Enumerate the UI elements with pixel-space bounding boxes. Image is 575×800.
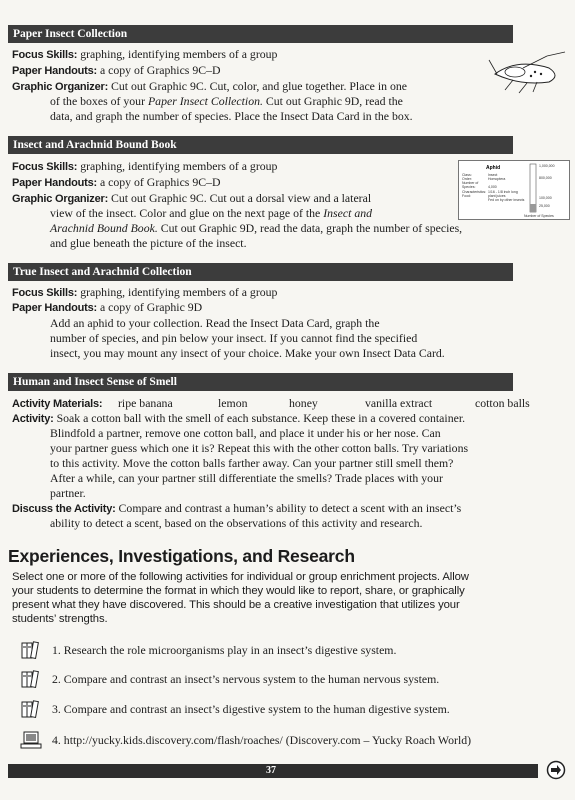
- svg-text:1,000,000: 1,000,000: [539, 164, 555, 168]
- section-title-bound-book: Insect and Arachnid Bound Book: [8, 136, 513, 154]
- svg-text:Class:: Class:: [462, 173, 472, 177]
- svg-text:Number of Species: Number of Species: [524, 214, 554, 218]
- research-item: [20, 728, 471, 752]
- organizer-line: view of the insect. Color and glue on the next page of the Insect and: [50, 206, 373, 220]
- svg-text:plant juices: plant juices: [488, 194, 506, 198]
- svg-text:Food:: Food:: [462, 194, 471, 198]
- focus-skills-line: Focus Skills: graphing, identifying members of a group: [12, 285, 278, 299]
- research-item: [20, 697, 450, 721]
- activity-line: to this activity. Move the cotton balls farther away. Can your partner still smell them?: [50, 456, 454, 470]
- activity-line: Activity: Soak a cotton ball with the smell of each substance. Keep these in a covered container.: [12, 411, 466, 425]
- activity-line: Blindfold a partner, remove one cotton ball, and place it under his or her nose. Can: [50, 426, 441, 440]
- insect-illustration: [487, 46, 569, 96]
- material-item: ripe banana: [118, 396, 173, 410]
- svg-text:Fed on by other insects: Fed on by other insects: [488, 198, 525, 202]
- handouts-line: Paper Handouts: a copy of Graphics 9C–D: [12, 175, 221, 189]
- organizer-line: of the boxes of your Paper Insect Collection. Cut out Graphic 9D, read the: [50, 94, 403, 108]
- svg-text:Number of: Number of: [462, 181, 479, 185]
- research-item: [20, 638, 396, 662]
- research-item-text: 1. Research the role microorganisms play in an insect’s digestive system.: [52, 642, 397, 657]
- focus-skills-line: Focus Skills: graphing, identifying members of a group: [12, 47, 278, 61]
- activity-line: partner.: [50, 486, 86, 500]
- page-number: 37: [266, 765, 276, 776]
- handouts-line: Paper Handouts: a copy of Graphic 9D: [12, 300, 203, 314]
- discuss-line: ability to detect a scent, based on the observations of this activity and research.: [50, 516, 423, 530]
- handouts-line: Paper Handouts: a copy of Graphics 9C–D: [12, 63, 221, 77]
- discuss-line: Discuss the Activity: Compare and contrast a human’s ability to detect a scent with an insect’s: [12, 501, 462, 515]
- body-line: insect, you may mount any insect of your choice. Make your own Insect Data Card.: [50, 346, 445, 360]
- intro-line: students’ strengths.: [12, 613, 108, 625]
- svg-text:800,000: 800,000: [539, 176, 552, 180]
- svg-text:4,000: 4,000: [488, 185, 497, 189]
- organizer-line: Graphic Organizer: Cut out Graphic 9C. Cut out a dorsal view and a lateral: [12, 191, 372, 205]
- research-item-text: 2. Compare and contrast an insect’s nervous system to the human nervous system.: [52, 671, 440, 686]
- svg-text:1/16 - 1/8 inch long: 1/16 - 1/8 inch long: [488, 190, 518, 194]
- svg-text:100,000: 100,000: [539, 196, 552, 200]
- svg-text:25,000: 25,000: [539, 204, 550, 208]
- computer-icon: [20, 730, 42, 750]
- organizer-line: Graphic Organizer: Cut out Graphic 9C. Cut, color, and glue together. Place in one: [12, 79, 408, 93]
- research-heading: Experiences, Investigations, and Research: [8, 546, 355, 566]
- organizer-line: and glue beneath the picture of the insect.: [50, 236, 247, 250]
- svg-text:Homoptera: Homoptera: [488, 177, 506, 181]
- research-item-text: 4. http://yucky.kids.discovery.com/flash/roaches/ (Discovery.com – Yucky Roach World): [52, 732, 472, 747]
- arrow-circle-icon: [546, 760, 566, 780]
- material-item: lemon: [218, 396, 248, 410]
- section-title-true-insect: True Insect and Arachnid Collection: [8, 263, 513, 281]
- intro-line: present what they have discovered. This should be a creative investigation that utilizes your: [12, 599, 460, 611]
- card-title: Aphid: [486, 165, 501, 171]
- intro-line: Select one or more of the following activities for individual or group enrichment projects. Allow: [12, 571, 469, 583]
- insect-data-card-thumbnail: [458, 160, 570, 220]
- organizer-line: data, and graph the number of species. Place the Insect Data Card in the box.: [50, 109, 413, 123]
- svg-text:Insect: Insect: [488, 173, 498, 177]
- svg-text:Order:: Order:: [462, 177, 472, 181]
- books-icon: [20, 699, 42, 719]
- activity-line: your partner guess which one it is? Repeat this with the other cotton balls. Try variations: [50, 441, 469, 455]
- svg-text:Characteristics:: Characteristics:: [462, 190, 487, 194]
- materials-label: Activity Materials:: [12, 398, 103, 410]
- material-item: honey: [289, 396, 318, 410]
- research-item-text: 3. Compare and contrast an insect’s digestive system to the human digestive system.: [52, 701, 450, 716]
- books-icon: [20, 669, 42, 689]
- activity-line: After a while, can your partner still differentiate the smells? Trade places with your: [50, 471, 443, 485]
- body-line: number of species, and pin below your insect. If you cannot find the specified: [50, 331, 418, 345]
- svg-text:Species:: Species:: [462, 185, 476, 189]
- research-item: [20, 667, 439, 691]
- material-item: vanilla extract: [365, 396, 433, 410]
- focus-skills-line: Focus Skills: graphing, identifying members of a group: [12, 159, 278, 173]
- section-title-paper-insect: Paper Insect Collection: [8, 25, 513, 43]
- material-item: cotton balls: [475, 396, 530, 410]
- books-icon: [20, 640, 42, 660]
- organizer-line: Arachnid Bound Book. Cut out Graphic 9D, read the data, graph the number of species,: [50, 221, 463, 235]
- section-title-sense-of-smell: Human and Insect Sense of Smell: [8, 373, 513, 391]
- body-line: Add an aphid to your collection. Read the Insect Data Card, graph the: [50, 316, 380, 330]
- intro-line: your students to determine the format in which they would like to report, share, or graphically: [12, 585, 465, 597]
